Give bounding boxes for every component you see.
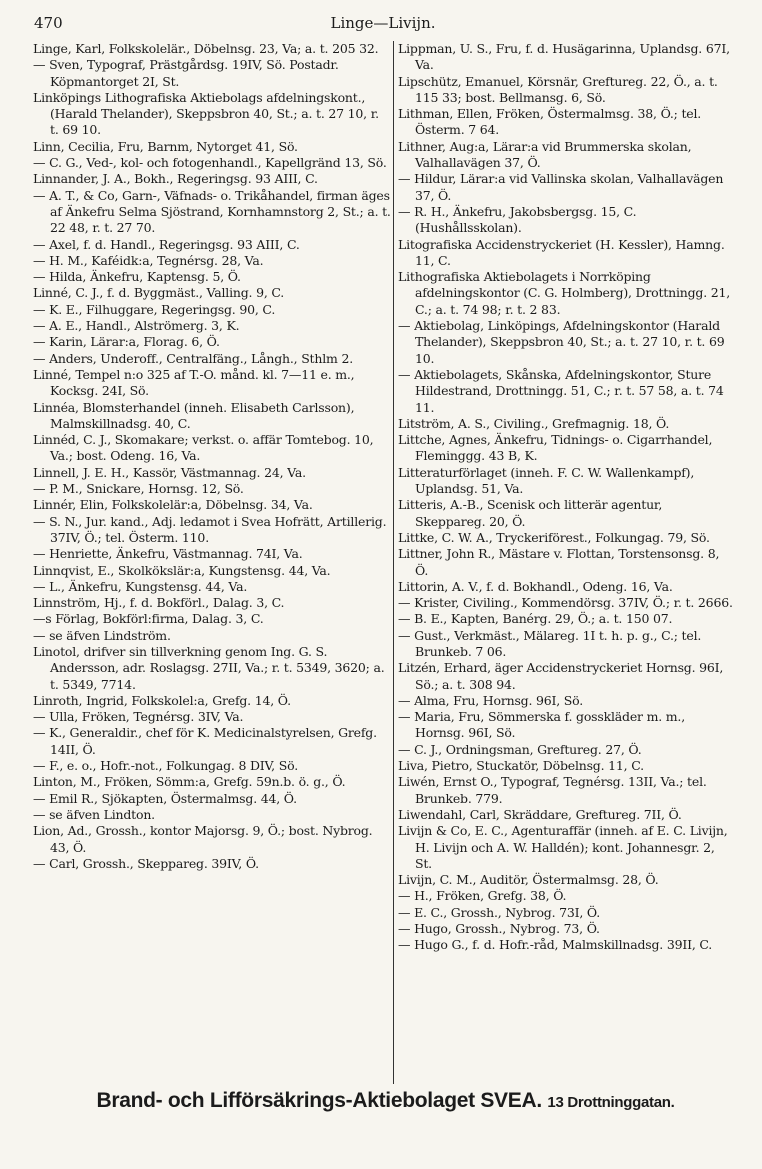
directory-entry: — Hugo G., f. d. Hofr.-råd, Malmskillnadsg. 39II, C. <box>398 937 713 953</box>
directory-entry: Lithman, Ellen, Fröken, Östermalmsg. 38, Ö.; tel. Österm. 7 64. <box>398 106 702 138</box>
right-column <box>398 41 735 954</box>
directory-entry: Liva, Pietro, Stuckatör, Döbelnsg. 11, C. <box>398 758 644 774</box>
directory-entry: Livijn, C. M., Auditör, Östermalmsg. 28, Ö. <box>398 872 659 888</box>
directory-entry: — K., Generaldir., chef för K. Medicinalstyrelsen, Grefg. 14II, Ö. <box>33 725 377 757</box>
directory-entry: Linnander, J. A., Bokh., Regeringsg. 93 AIII, C. <box>33 171 318 187</box>
directory-entry: Linnell, J. E. H., Kassör, Västmannag. 24, Va. <box>33 464 306 480</box>
directory-entry: Liwén, Ernst O., Typograf, Tegnérsg. 13II, Va.; tel. Brunkeb. 779. <box>398 774 707 806</box>
advertisement-company: Brand- och Lifförsäkrings-Aktiebolaget SVEA. <box>96 1089 542 1112</box>
directory-entry: Linnér, Elin, Folkskolelär:a, Döbelnsg. 34, Va. <box>33 497 313 513</box>
directory-entry: Lipschütz, Emanuel, Körsnär, Greftureg. 22, Ö., a. t. 115 33; bost. Bellmansg. 6, Sö. <box>398 73 718 105</box>
directory-entry: — H., Fröken, Grefg. 38, Ö. <box>398 888 567 904</box>
directory-entry: Linköpings Lithografiska Aktiebolags afdelningskont., (Harald Thelander), Skeppsbron 40, St.; a. t. 27 10, r. t. 69 10. <box>33 89 379 138</box>
directory-entry: — Krister, Civiling., Kommendörsg. 37IV, Ö.; r. t. 2666. <box>398 595 733 611</box>
directory-entry: —s Förlag, Bokförl:firma, Dalag. 3, C. <box>33 611 264 627</box>
directory-entry: — Hildur, Lärar:a vid Vallinska skolan, Valhallavägen 37, Ö. <box>398 171 724 203</box>
directory-entry: — Aktiebolagets, Skånska, Afdelningskontor, Sture Hildestrand, Drottningg. 51, C.; r. t. 57 58, a. t. 74 11. <box>398 366 724 415</box>
directory-entry: — P. M., Snickare, Hornsg. 12, Sö. <box>33 481 244 497</box>
directory-entry: Linge, Karl, Folkskolelär., Döbelnsg. 23, Va; a. t. 205 32. <box>33 41 379 56</box>
directory-entry: — Alma, Fru, Hornsg. 96I, Sö. <box>398 692 584 708</box>
directory-entry: Linroth, Ingrid, Folkskolel:a, Grefg. 14, Ö. <box>33 692 291 708</box>
column-divider <box>393 41 394 1084</box>
directory-entry: Littorin, A. V., f. d. Bokhandl., Odeng. 16, Va. <box>398 578 673 594</box>
directory-entry: Litzén, Erhard, äger Accidenstryckeriet Hornsg. 96I, Sö.; a. t. 308 94. <box>398 660 724 692</box>
directory-entry: — Maria, Fru, Sömmerska f. gosskläder m. m., Hornsg. 96I, Sö. <box>398 709 685 741</box>
directory-entry: — Anders, Underoff., Centralfäng., Långh., Sthlm 2. <box>33 350 353 366</box>
directory-entry: — K. E., Filhuggare, Regeringsg. 90, C. <box>33 301 276 317</box>
page-number: 470 <box>34 14 63 32</box>
directory-entry: — Sven, Typograf, Prästgårdsg. 19IV, Sö. Postadr. Köpmantorget 2I, St. <box>33 57 339 89</box>
directory-entry: Lippman, U. S., Fru, f. d. Husägarinna, Uplandsg. 67I, Va. <box>398 41 730 73</box>
directory-entry: — Axel, f. d. Handl., Regeringsg. 93 AIII, C. <box>33 236 300 252</box>
directory-entry: — Gust., Verkmäst., Mälareg. 1I t. h. p. g., C.; tel. Brunkeb. 7 06. <box>398 627 702 659</box>
directory-entry: Litografiska Accidenstryckeriet (H. Kessler), Hamng. 11, C. <box>398 236 725 268</box>
directory-entry: Litteraturförlaget (inneh. F. C. W. Wallenkampf), Uplandsg. 51, Va. <box>398 464 695 497</box>
directory-entry: — Aktiebolag, Linköpings, Afdelningskontor (Harald Thelander), Skeppsbron 40, St.; a. t. 27 10, r. t. 69 10. <box>398 318 725 366</box>
directory-entry: Linnéa, Blomsterhandel (inneh. Elisabeth Carlsson), Malmskillnadsg. 40, C. <box>33 399 355 431</box>
left-column <box>33 41 391 872</box>
directory-entry: — Hilda, Änkefru, Kaptensg. 5, Ö. <box>33 269 241 285</box>
directory-entry: Lithografiska Aktiebolagets i Norrköping afdelningskontor (C. G. Holmberg), Drottningg. 21, C.; a. t. 74 98; r. t. 2 83. <box>398 269 731 317</box>
directory-entry: Linné, C. J., f. d. Byggmäst., Valling. 9, C. <box>33 285 285 301</box>
directory-entry: — Emil R., Sjökapten, Östermalmsg. 44, Ö. <box>33 790 297 806</box>
running-head: Linge—Livijn. <box>330 14 436 32</box>
directory-entry: Lithner, Aug:a, Lärar:a vid Brummerska skolan, Valhallavägen 37, Ö. <box>398 138 692 171</box>
directory-entry: — E. C., Grossh., Nybrog. 73I, Ö. <box>398 904 600 920</box>
page-header <box>34 14 732 36</box>
directory-entry: Littner, John R., Mästare v. Flottan, Torstensonsg. 8, Ö. <box>398 546 720 578</box>
directory-entry: Littke, C. W. A., Tryckeriförest., Folkungag. 79, Sö. <box>398 529 710 545</box>
directory-entry: — H. M., Kaféidk:a, Tegnérsg. 28, Va. <box>33 252 264 268</box>
directory-entry: Liwendahl, Carl, Skräddare, Greftureg. 7II, Ö. <box>398 806 682 822</box>
directory-entry: Linné, Tempel n:o 325 af T.-O. månd. kl. 7—11 e. m., Kocksg. 24I, Sö. <box>33 366 355 399</box>
directory-entry: Litström, A. S., Civiling., Grefmagnig. 18, Ö. <box>398 415 670 431</box>
directory-entry: — C. G., Ved-, kol- och fotogenhandl., Kapellgränd 13, Sö. <box>33 155 387 171</box>
directory-entry: — L., Änkefru, Kungstensg. 44, Va. <box>33 578 248 594</box>
directory-entry: — B. E., Kapten, Banérg. 29, Ö.; a. t. 150 07. <box>398 611 673 627</box>
directory-entry: — F., e. o., Hofr.-not., Folkungag. 8 DIV, Sö. <box>33 758 298 774</box>
directory-entry: — C. J., Ordningsman, Greftureg. 27, Ö. <box>398 741 642 757</box>
directory-entry: Linnström, Hj., f. d. Bokförl., Dalag. 3, C. <box>33 595 285 611</box>
directory-entry: Lion, Ad., Grossh., kontor Majorsg. 9, Ö.; bost. Nybrog. 43, Ö. <box>33 823 373 855</box>
directory-entry: — Ulla, Fröken, Tegnérsg. 3IV, Va. <box>33 709 244 725</box>
directory-entry: Linnqvist, E., Skolkökslär:a, Kungstensg. 44, Va. <box>33 562 331 578</box>
directory-entry: — Henriette, Änkefru, Västmannag. 74I, Va. <box>33 546 303 562</box>
insurance-advertisement <box>33 1089 738 1113</box>
directory-entry: — R. H., Änkefru, Jakobsbergsg. 15, C. (Hushållsskolan). <box>398 203 637 236</box>
directory-entry: — A. T., & Co, Garn-, Väfnads- o. Trikåhandel, firman äges af Änkefru Selma Sjöstrand, Kornhamnstorg 2, St.; a. t. 22 48, r. t. 27 70. <box>33 187 391 236</box>
directory-entry: — se äfven Lindström. <box>33 627 171 643</box>
directory-entry: — se äfven Lindton. <box>33 806 155 822</box>
directory-entry: Linnéd, C. J., Skomakare; verkst. o. affär Tomtebog. 10, Va.; bost. Odeng. 16, Va. <box>33 432 374 464</box>
directory-entry: Livijn & Co, E. C., Agenturaffär (inneh. af E. C. Livijn, H. Livijn och A. W. Halldén); kont. Johannesgr. 2, St. <box>398 823 728 871</box>
directory-entry: Linton, M., Fröken, Sömm:a, Grefg. 59n.b. ö. g., Ö. <box>33 774 346 790</box>
directory-entry: Linn, Cecilia, Fru, Barnm, Nytorget 41, Sö. <box>33 138 298 154</box>
directory-entry: — A. E., Handl., Alströmerg. 3, K. <box>33 318 240 334</box>
directory-entry: Linotol, drifver sin tillverkning genom Ing. G. S. Andersson, adr. Roslagsg. 27II, Va.; r. t. 5349, 3620; a. t. 5349, 7714. <box>33 643 385 692</box>
directory-entry: — Hugo, Grossh., Nybrog. 73, Ö. <box>398 921 600 937</box>
directory-entry: Littche, Agnes, Änkefru, Tidnings- o. Cigarrhandel, Fleminggg. 43 B, K. <box>398 432 713 464</box>
directory-entry: — S. N., Jur. kand., Adj. ledamot i Svea Hofrätt, Artillerig. 37IV, Ö.; tel. Österm. 110. <box>33 513 387 545</box>
directory-entry: — Karin, Lärar:a, Florag. 6, Ö. <box>33 334 220 350</box>
directory-entry: — Carl, Grossh., Skeppareg. 39IV, Ö. <box>33 855 259 871</box>
directory-entry: Litteris, A.-B., Scenisk och litterär agentur, Skeppareg. 20, Ö. <box>398 497 663 529</box>
advertisement-address: 13 Drottninggatan. <box>547 1094 675 1111</box>
